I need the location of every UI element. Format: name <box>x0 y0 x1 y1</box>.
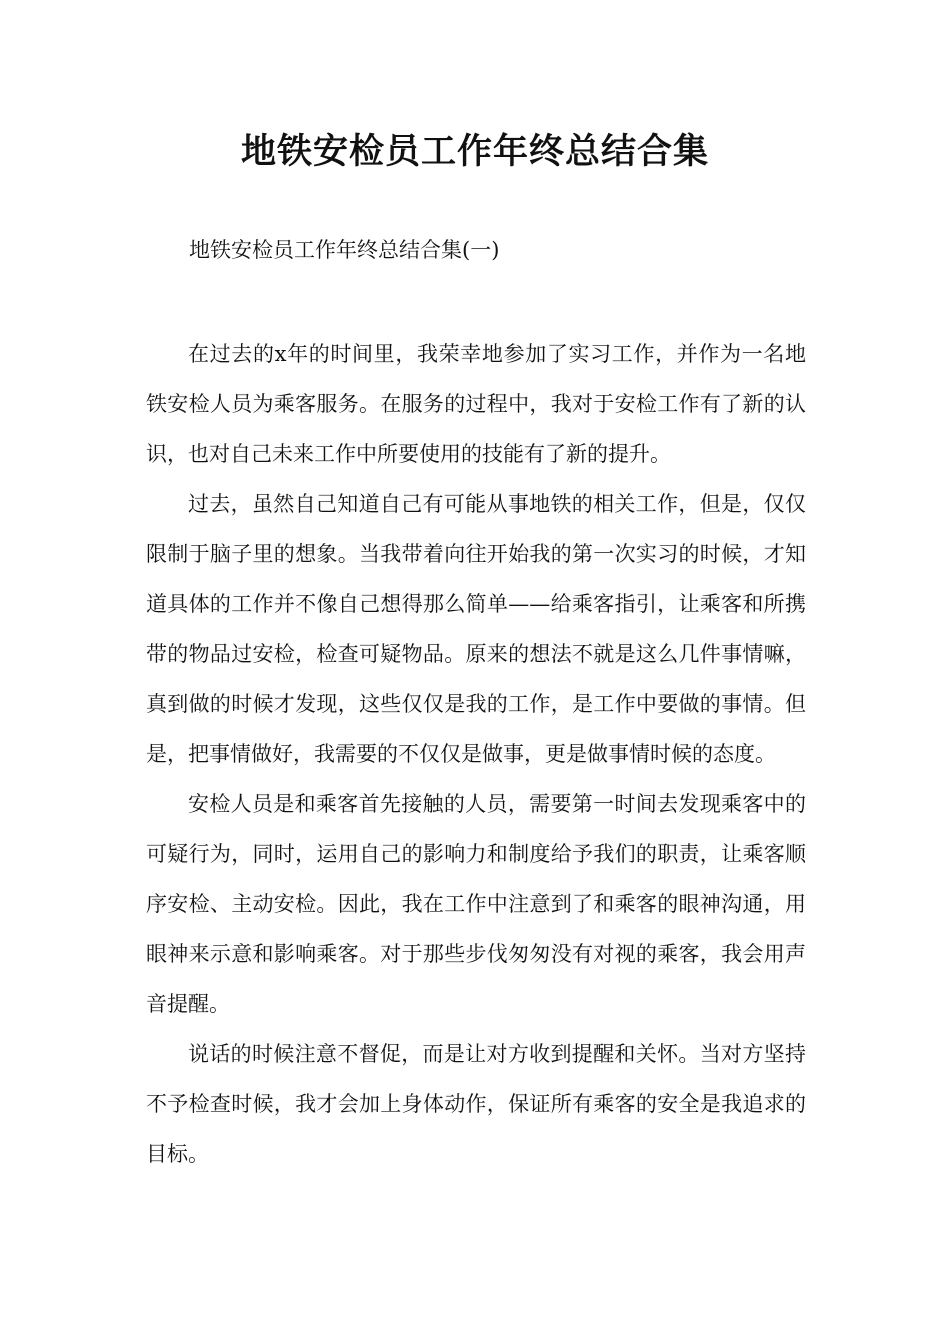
paragraph-4: 说话的时候注意不督促，而是让对方收到提醒和关怀。当对方坚持不予检查时候，我才会加上身体动作，保证所有乘客的安全是我追求的目标。 <box>146 1042 806 1166</box>
document-title: 地铁安检员工作年终总结合集 <box>240 132 709 172</box>
paragraph-1: 在过去的x年的时间里，我荣幸地参加了实习工作，并作为一名地铁安检人员为乘客服务。在服务的过程中，我对于安检工作有了新的认识，也对自己未来工作中所要使用的技能有了新的提升。 <box>146 342 806 466</box>
paragraph-3: 安检人员是和乘客首先接触的人员，需要第一时间去发现乘客中的可疑行为，同时，运用自己的影响力和制度给予我们的职责，让乘客顺序安检、主动安检。因此，我在工作中注意到了和乘客的眼神沟通，用眼神来示意和影响乘客。对于那些步伐匆匆没有对视的乘客，我会用声音提醒。 <box>146 792 806 1016</box>
paragraph-2: 过去，虽然自己知道自己有可能从事地铁的相关工作，但是，仅仅限制于脑子里的想象。当我带着向往开始我的第一次实习的时候，才知道具体的工作并不像自己想得那么简单——给乘客指引，让乘客和所携带的物品过安检，检查可疑物品。原来的想法不就是这么几件事情嘛，真到做的时候才发现，这些仅仅是我的工作，是工作中要做的事情。但是，把事情做好，我需要的不仅仅是做事，更是做事情时候的态度。 <box>146 492 806 766</box>
document-subtitle: 地铁安检员工作年终总结合集(一) <box>189 238 500 262</box>
document-body <box>146 329 806 1179</box>
